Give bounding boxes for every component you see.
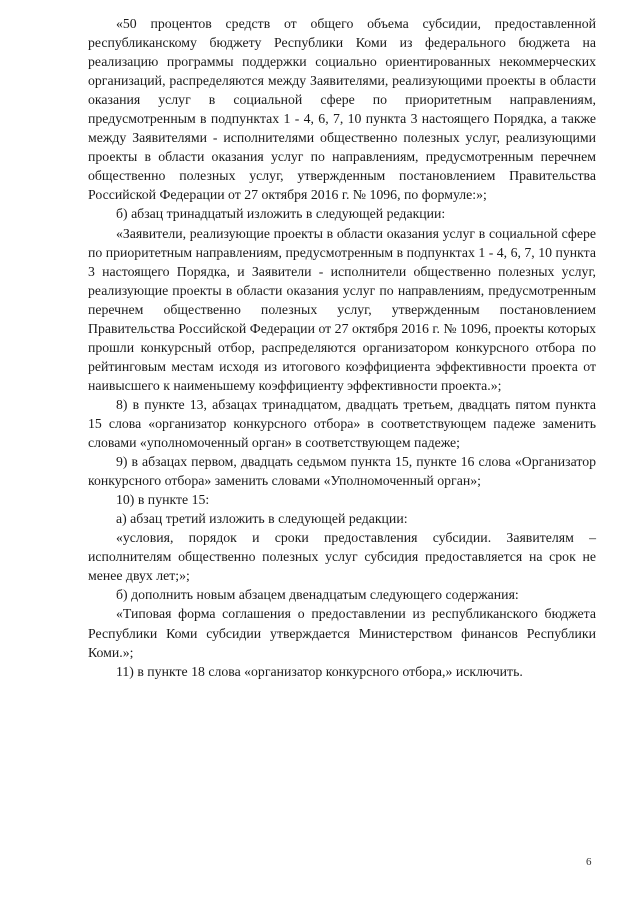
paragraph-item-8: 8) в пункте 13, абзацах тринадцатом, двадцать третьем, двадцать пятом пункта 15 слова «организатор конкурсного отбора» в соответствующем падеже заменить словами «уполномоченный орган» в соответствующем падеже; <box>88 396 596 451</box>
page-number: 6 <box>586 856 592 868</box>
paragraph-item-b-new: б) дополнить новым абзацем двенадцатым следующего содержания: <box>116 587 519 603</box>
paragraph-applicants-ranking: «Заявители, реализующие проекты в области оказания услуг в социальной сфере по приоритетным направлениям, предусмотренным в подпунктах 1 - 4, 6, 7, 10 пункта 3 настоящего Порядка, и Заявители - исполнители общественно полезных услуг, реализующие проекты в области оказания услуг по направлениям, предусмотренным перечнем общественно полезных услуг, утвержденным постановлением Правительства Российской Федерации от 27 октября 2016 г. № 1096, проекты которых прошли конкурсный отбор, распределяются организатором конкурсного отбора по рейтинговым местам исходя из итогового коэффициента эффективности проекта от наивысшего к наименьшему коэффициенту эффективности проекта.»; <box>88 225 596 393</box>
paragraph-typical-form: «Типовая форма соглашения о предоставлении из республиканского бюджета Республики Коми субсидии утверждается Министерством финансов Республики Коми.»; <box>88 606 596 660</box>
paragraph-item-b: б) абзац тринадцатый изложить в следующей редакции: <box>116 206 446 222</box>
paragraph-item-a: а) абзац третий изложить в следующей редакции: <box>116 511 408 527</box>
paragraph-subsidy-formula: «50 процентов средств от общего объема субсидии, предоставленной республиканскому бюджету Республики Коми из федерального бюджета на реализацию программы поддержки социально ориентированных некоммерческих организаций, распределяются между Заявителями, реализующими проекты в области оказания услуг в социальной сфере по приоритетным направлениям, предусмотренным в подпунктах 1 - 4, 6, 7, 10 пункта 3 настоящего Порядка, а также между Заявителями - исполнителями общественно полезных услуг, реализующими проекты в области оказания услуг по направлениям, предусмотренным перечнем общественно полезных услуг, утвержденным постановлением Правительства Российской Федерации от 27 октября 2016 г. № 1096, по формуле:»; <box>88 16 596 203</box>
paragraph-item-11: 11) в пункте 18 слова «организатор конкурсного отбора,» исключить. <box>116 663 523 679</box>
paragraph-item-10: 10) в пункте 15: <box>116 492 210 508</box>
paragraph-conditions: «условия, порядок и сроки предоставления субсидии. Заявителям – исполнителям общественно полезных услуг субсидия предоставляется на срок не менее двух лет;»; <box>88 530 596 584</box>
document-body <box>88 14 596 681</box>
paragraph-item-9: 9) в абзацах первом, двадцать седьмом пункта 15, пункте 16 слова «Организатор конкурсного отбора» заменить словами «Уполномоченный орган»; <box>88 454 596 489</box>
